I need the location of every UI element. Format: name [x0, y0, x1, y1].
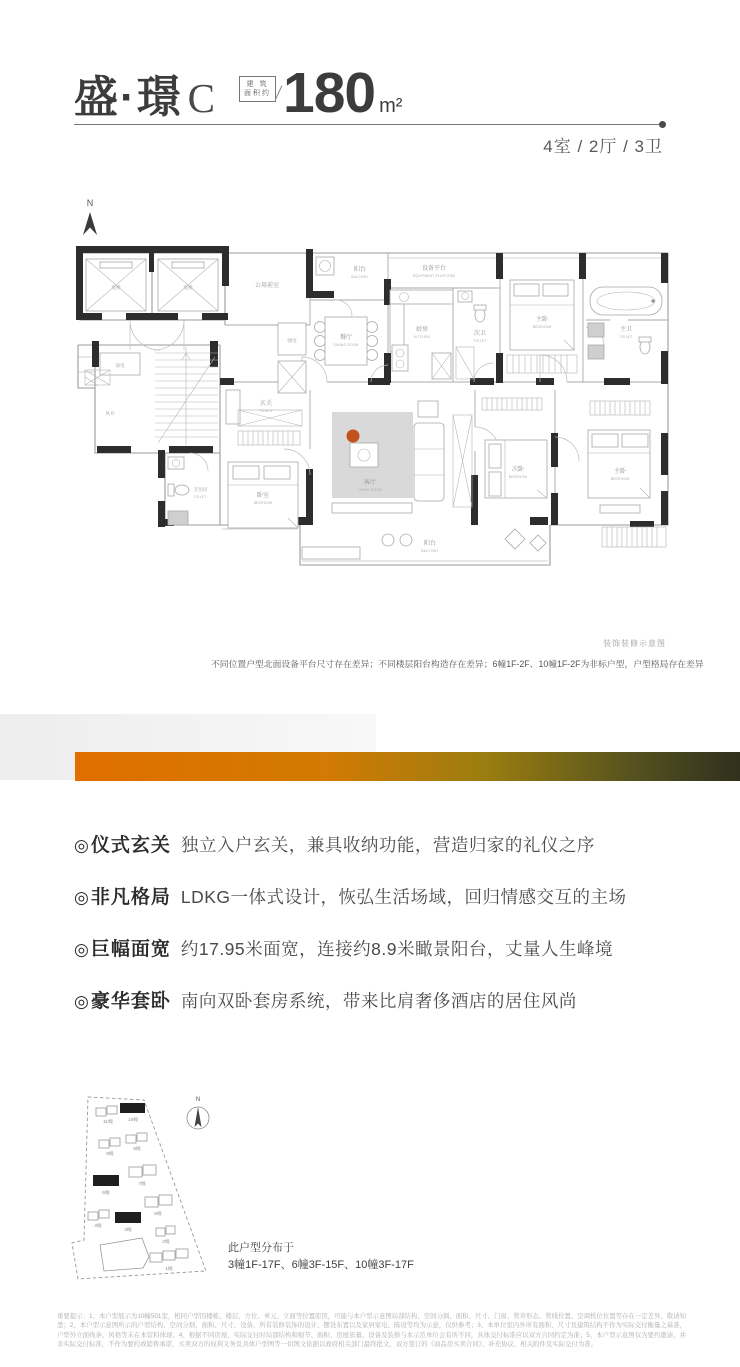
bullet-icon: ◎: [74, 836, 89, 855]
feature-desc: LDKG一体式设计，恢弘生活场域，回归情感交互的主场: [180, 887, 627, 907]
feature-row: [74, 934, 627, 986]
area-badge: [239, 76, 276, 102]
building-label: 11幢: [103, 1120, 113, 1125]
room-label-equipment-en: EQUIPMENT PLATFORM: [412, 274, 456, 278]
distribution-title: 此户型分布于: [228, 1242, 294, 1254]
feature-title: 仪式玄关: [90, 835, 171, 856]
room-label-balcony-bottom-en: BALCONY: [421, 549, 439, 553]
room-label-weak-elec: 弱电: [115, 363, 125, 368]
feature-desc: 约17.95米面宽，连接约8.9米瞰景阳台，丈量人生峰境: [180, 939, 613, 959]
room-label-master-bottom: 主卧: [613, 469, 627, 475]
room-label-bedroom2-en: BEDROOM: [508, 475, 528, 479]
room-label-bath3: 卫生间: [193, 487, 207, 492]
building-label: 10幢: [127, 1118, 139, 1123]
feature-list: [74, 830, 627, 1038]
room-label-equipment: 设备平台: [421, 266, 447, 272]
master-bedroom-top: [507, 280, 577, 373]
room-label-elevator-2: 电梯: [183, 285, 193, 290]
building-label: 6幢: [102, 1191, 110, 1196]
room-label-bath3-en: TOILET: [193, 495, 207, 499]
building-label: 9幢: [106, 1152, 114, 1157]
room-label-bedroom1: 卧室: [256, 493, 270, 499]
building-6-highlighted: [93, 1175, 119, 1196]
room-label-kitchen: 厨房: [415, 327, 429, 333]
feature-desc: 独立入户玄关，兼具收纳功能，营造归家的礼仪之序: [180, 835, 595, 855]
building-10-highlighted: [120, 1103, 145, 1123]
area-badge-line1: 建 筑: [246, 81, 269, 88]
floorplan-drawing: [70, 195, 675, 635]
master-bath: [588, 287, 662, 359]
legal-disclaimer: 重要提示：1、本户型展示为10幢501室，相同户型因楼栋、楼层、方位、单元、立面等位置原因，可能与本户型示意图局部结构、空间分割、面积、尺寸、门窗、管井形态、管线位置、空调机位位置等存在一定差异，敬请知悉；2、本户型示意图所示的户型结构、空间分割、面积、尺寸、设备、所有装修装饰的设计、摆设布置以及家居家电、陈设等均为示意，仅供参考；3、本单位室内外所有面积、尺寸及建筑结构不作为实际交付衡量之基准，户型外立面线条、风格等未在本资料体现；4、根据不同房屋，实际交付时局部结构和细节、面积、房屋质量、设备及装修与本示范单位会有所不同，具体交付标准应以双方合同约定为准；5、本户型示意图仅为要约邀请，并非实际交付标准，不作为要约或销售承诺，买卖双方的权利义务及具体户型图等一切图文依据以政府相关部门最终批文、双方签订的《商品房买卖合同》、补充协议、相关附件及实际交付为准。: [57, 1313, 686, 1348]
building-4: [88, 1210, 109, 1229]
clubhouse-building: [100, 1238, 149, 1271]
room-label-balcony-bottom: 阳台: [423, 541, 437, 547]
room-label-bedroom1-en: BEDROOM: [253, 501, 273, 505]
room-label-elevator-1: 电梯: [111, 285, 121, 290]
unit-type-letter: C: [187, 75, 216, 121]
feature-title: 豪华套卧: [90, 991, 171, 1012]
living-room: [332, 401, 444, 513]
distribution-detail: 3幢1F-17F、6幢3F-15F、10幢3F-17F: [228, 1259, 414, 1271]
orange-gradient-bar: [75, 752, 740, 781]
siteplan-north-label: N: [195, 1097, 201, 1103]
page-title: 盛·璟: [74, 73, 183, 122]
room-label-wind-shaft: 风井: [105, 411, 115, 416]
room-label-bath2-en: TOILET: [473, 339, 487, 343]
bath-second: [456, 291, 486, 379]
room-spec: 4室 / 2厅 / 3卫: [543, 137, 663, 156]
bedroom-two: [453, 398, 547, 507]
building-label: 4幢: [94, 1224, 102, 1229]
bedroom-one: [228, 410, 302, 528]
floorplan-caption: 装饰装修示意图: [603, 639, 666, 648]
building-1: [150, 1249, 188, 1272]
area-badge-line2: 面积约: [244, 90, 272, 97]
building-9: [99, 1138, 120, 1157]
room-label-living-en: LIVING ROOM: [357, 488, 383, 492]
north-arrow-icon: [83, 198, 97, 235]
stairwell: [85, 347, 218, 445]
north-label: N: [86, 198, 94, 208]
building-7: [129, 1165, 156, 1187]
building-label: 5幢: [154, 1212, 162, 1217]
building-label: 7幢: [138, 1182, 146, 1187]
room-label-master-bath: 主卫: [619, 327, 633, 333]
room-label-strong-elec: 强电: [287, 338, 297, 343]
room-label-master-top-en: BEDROOM: [532, 325, 552, 329]
top-balcony: [316, 257, 369, 279]
room-label-kitchen-en: KITCHEN: [413, 335, 431, 339]
room-label-lobby: 公用前室: [254, 283, 280, 289]
bathroom-third: [168, 457, 207, 525]
room-label-living: 客厅: [363, 480, 377, 486]
room-label-dining-en: DINING ROOM: [333, 343, 359, 347]
room-label-balcony-top: 阳台: [353, 267, 367, 273]
building-label: 8幢: [133, 1147, 141, 1152]
feature-row: [74, 986, 627, 1038]
floorplan-note: 不同位置户型北面设备平台尺寸存在差异；不同楼层阳台构造存在差异；6幢1F-2F、10幢1F-2F为非标户型，户型格局存在差异: [211, 659, 704, 669]
room-label-bath2: 次卫: [473, 331, 487, 337]
room-label-bedroom2: 次卧: [511, 467, 525, 473]
area-unit: m²: [379, 95, 403, 117]
header-divider: [74, 124, 663, 125]
kitchen: [390, 290, 453, 379]
planter-hatch: [602, 527, 666, 547]
dining-area: [315, 317, 378, 365]
room-label-porch: 玄关: [259, 401, 273, 407]
building-5: [145, 1195, 172, 1217]
master-bedroom-bottom: [588, 401, 650, 513]
feature-title: 非凡格局: [90, 887, 171, 908]
feature-title: 巨幅面宽: [90, 939, 171, 960]
building-2: [156, 1226, 175, 1245]
feature-desc: 南向双卧套房系统，带来比肩奢侈酒店的居住风尚: [180, 991, 577, 1011]
bullet-icon: ◎: [74, 992, 89, 1011]
bullet-icon: ◎: [74, 940, 89, 959]
bullet-icon: ◎: [74, 888, 89, 907]
building-3-highlighted: [115, 1212, 141, 1233]
feature-row: [74, 830, 627, 882]
area-value: 180: [283, 61, 376, 125]
building-8: [126, 1133, 147, 1152]
header: [74, 60, 402, 126]
building-label: 2幢: [162, 1240, 170, 1245]
room-label-porch-en: PORCH: [259, 409, 273, 413]
room-label-master-bottom-en: BEDROOM: [610, 477, 630, 481]
room-label-master-top: 主卧: [535, 317, 549, 323]
room-label-master-bath-en: TOILET: [619, 335, 633, 339]
building-11: [96, 1106, 117, 1125]
distribution-note: [228, 1240, 414, 1274]
porch-area: [226, 323, 306, 424]
compass-icon: [187, 1097, 209, 1129]
room-label-dining: 餐厅: [339, 335, 353, 341]
building-label: 3幢: [124, 1228, 132, 1233]
room-label-balcony-top-en: BALCONY: [351, 275, 369, 279]
decor-orange-dot: [347, 430, 360, 443]
feature-row: [74, 882, 627, 934]
bottom-balcony: [302, 529, 546, 559]
building-label: 1幢: [165, 1267, 173, 1272]
